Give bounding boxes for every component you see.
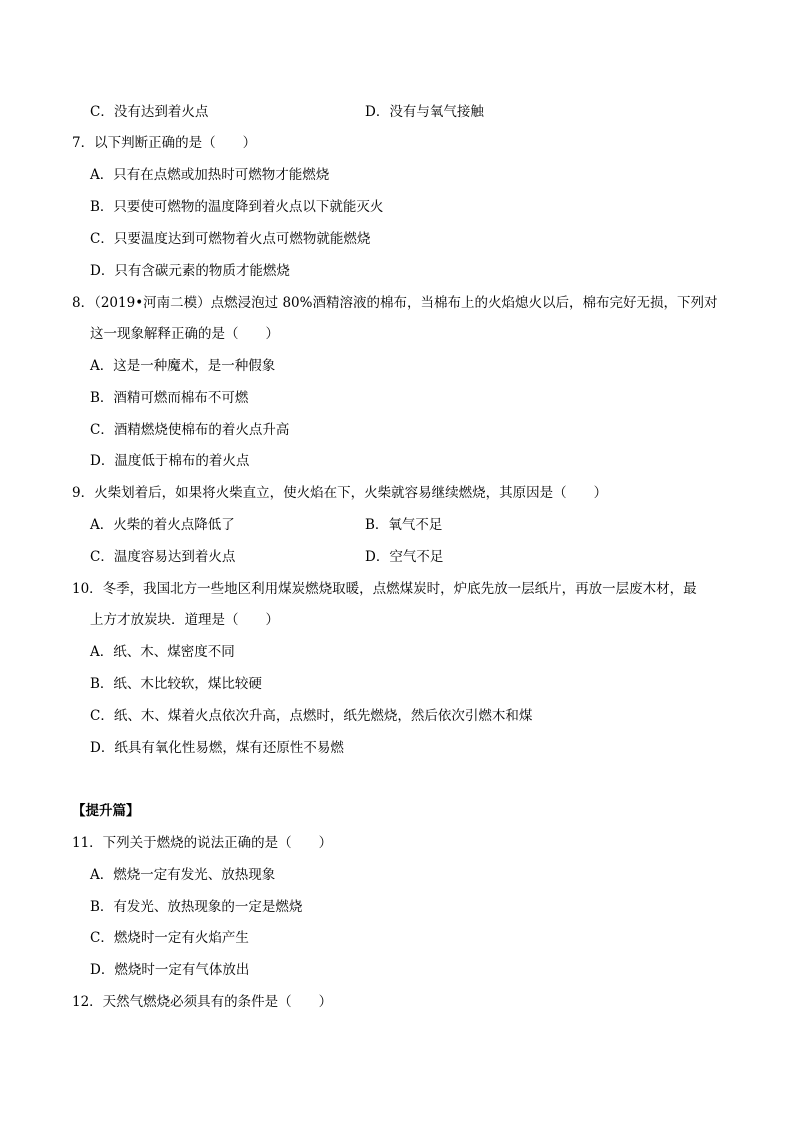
- q8-option-c: C．酒精燃烧使棉布的着火点升高: [90, 422, 290, 438]
- question-10-continued: 上方才放炭块．道理是（ ）: [90, 612, 279, 628]
- section-heading: 【提升篇】: [72, 803, 140, 819]
- question-12: 12．天然气燃烧必须具有的条件是（ ）: [72, 994, 333, 1010]
- q10-option-d: D．纸具有氧化性易燃，煤有还原性不易燃: [90, 740, 344, 756]
- q11-option-b: B．有发光、放热现象的一定是燃烧: [90, 899, 303, 915]
- q11-option-d: D．燃烧时一定有气体放出: [90, 962, 250, 978]
- q6-option-c: C．没有达到着火点: [90, 104, 209, 120]
- q10-option-c: C．纸、木、煤着火点依次升高，点燃时，纸先燃烧，然后依次引燃木和煤: [90, 708, 533, 724]
- question-7: 7．以下判断正确的是（ ）: [72, 135, 257, 151]
- q8-option-a: A．这是一种魔术，是一种假象: [90, 358, 276, 374]
- q9-option-d: D．空气不足: [365, 549, 444, 565]
- q8-option-d: D．温度低于棉布的着火点: [90, 453, 250, 469]
- q7-option-c: C．只要温度达到可燃物着火点可燃物就能燃烧: [90, 231, 371, 247]
- q7-option-b: B．只要使可燃物的温度降到着火点以下就能灭火: [90, 199, 384, 215]
- q6-option-d: D．没有与氧气接触: [365, 104, 484, 120]
- q11-option-a: A．燃烧一定有发光、放热现象: [90, 867, 276, 883]
- q9-option-a: A．火柴的着火点降低了: [90, 517, 235, 533]
- q8-option-b: B．酒精可燃而棉布不可燃: [90, 390, 249, 406]
- q9-option-b: B．氧气不足: [365, 517, 443, 533]
- question-8-continued: 这一现象解释正确的是（ ）: [90, 326, 279, 342]
- q11-option-c: C．燃烧时一定有火焰产生: [90, 930, 249, 946]
- question-11: 11．下列关于燃烧的说法正确的是（ ）: [72, 835, 333, 851]
- question-10: 10．冬季，我国北方一些地区利用煤炭燃烧取暖，点燃煤炭时，炉底先放一层纸片，再放一层废木材，最: [72, 581, 697, 597]
- q7-option-a: A．只有在点燃或加热时可燃物才能燃烧: [90, 167, 330, 183]
- q10-option-a: A．纸、木、煤密度不同: [90, 644, 235, 660]
- q7-option-d: D．只有含碳元素的物质才能燃烧: [90, 263, 290, 279]
- q9-option-c: C．温度容易达到着火点: [90, 549, 236, 565]
- q10-option-b: B．纸、木比较软，煤比较硬: [90, 676, 262, 692]
- question-9: 9．火柴划着后，如果将火柴直立，使火焰在下，火柴就容易继续燃烧，其原因是（ ）: [72, 485, 608, 501]
- question-8: 8．（2019•河南二模）点燃浸泡过 80%酒精溶液的棉布，当棉布上的火焰熄火以后，棉布完好无损，下列对: [72, 295, 718, 311]
